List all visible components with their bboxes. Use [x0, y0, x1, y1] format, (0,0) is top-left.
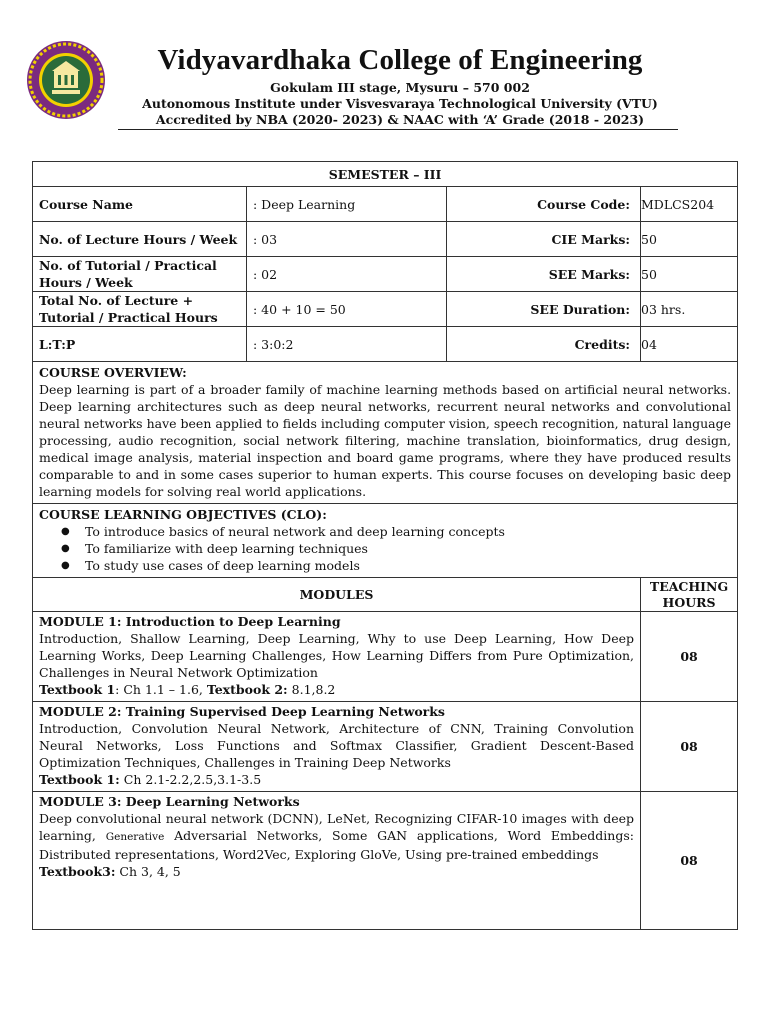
info-label: L:T:P [33, 327, 247, 362]
info-value: : 03 [247, 222, 447, 257]
info-label-2: SEE Marks: [447, 257, 641, 292]
textbook-label: Textbook 1 [39, 682, 116, 697]
textbook-ref: : Ch 1.1 – 1.6, [115, 682, 203, 697]
module-row [33, 792, 738, 930]
module-cell [33, 702, 641, 792]
course-objectives [33, 504, 738, 578]
info-row [33, 187, 738, 222]
info-value-2: 50 [641, 222, 738, 257]
course-overview [33, 362, 738, 504]
college-name: Vidyavardhaka College of Engineering [157, 44, 643, 76]
list-item: ● To introduce basics of neural network and deep learning concepts [61, 523, 731, 540]
info-value-2: MDLCS204 [641, 187, 738, 222]
module-hours: 08 [641, 702, 738, 792]
info-value: : 3:0:2 [247, 327, 447, 362]
module-row [33, 702, 738, 792]
module-content: Introduction, Convolution Neural Network, Architecture of CNN, Training Convolution Neural Networks, Loss Functions and Softmax Classifier, Gradient Descent-Based Optimization Techniques, Challenges in Training Deep Networks [39, 721, 634, 770]
autonomy-line: Autonomous Institute under Visvesvaraya Technological University (VTU) [142, 96, 658, 111]
textbook-ref: 8.1,8.2 [291, 682, 336, 697]
overview-text: Deep learning is part of a broader family of machine learning methods based on artificial neural networks. Deep learning architectures such as deep neural networks, recurrent neural networks and convolutional neural networks have been applied to fields including computer vision, speech recognition, natural language processing, audio recognition, social network filtering, machine translation, bioinformatics, drug design, medical image analysis, material inspection and board game programs, where they have produced results comparable to and in some cases superior to human experts. This course focuses on developing basic deep learning models for solving real world applications. [39, 382, 732, 499]
college-address: Gokulam III stage, Mysuru – 570 002 [270, 80, 530, 95]
info-value-2: 50 [641, 257, 738, 292]
info-row [33, 257, 738, 292]
module-title: MODULE 3: Deep Learning Networks [39, 794, 300, 809]
header-divider [118, 129, 678, 130]
module-content-part: Deep convolutional neural network (DCNN), LeNet, Recognizing CIFAR-10 images with deep learning, [39, 811, 634, 843]
module-row [33, 612, 738, 702]
info-row [33, 327, 738, 362]
module-title: MODULE 2: Training Supervised Deep Learning Networks [39, 704, 445, 719]
module-content [39, 810, 634, 863]
textbook-ref: Ch 2.1-2.2,2.5,3.1-3.5 [123, 772, 262, 787]
module-cell [33, 612, 641, 702]
info-label: Total No. of Lecture + Tutorial / Practical Hours [33, 292, 247, 327]
info-label-2: CIE Marks: [447, 222, 641, 257]
module-content-small: Generative [105, 831, 165, 843]
module-textbooks [39, 681, 634, 698]
textbook-label: Textbook 2: [206, 682, 288, 697]
overview-title: COURSE OVERVIEW: [39, 365, 187, 380]
textbook-label: Textbook3: [39, 864, 116, 879]
module-cell [33, 792, 641, 930]
info-label: No. of Tutorial / Practical Hours / Week [33, 257, 247, 292]
college-logo-icon [26, 40, 106, 120]
module-content: Introduction, Shallow Learning, Deep Learning, Why to use Deep Learning, How Deep Learning Works, Deep Learning Challenges, How Learning Differs from Pure Optimization, Challenges in Neural Network Optimization [39, 631, 634, 680]
textbook-label: Textbook 1: [39, 772, 120, 787]
info-value: : Deep Learning [247, 187, 447, 222]
modules-header: MODULES [33, 578, 641, 612]
document-header [0, 0, 768, 132]
info-row [33, 222, 738, 257]
module-content-part: Adversarial Networks, Some GAN applications, Word Embeddings: Distributed representations, Word2Vec, Exploring GloVe, Using pre-trained embeddings [39, 828, 634, 862]
textbook-ref: Ch 3, 4, 5 [119, 864, 181, 879]
info-label: Course Name [33, 187, 247, 222]
semester-title: SEMESTER – III [33, 162, 738, 187]
module-hours: 08 [641, 612, 738, 702]
syllabus-table [32, 161, 738, 930]
info-row [33, 292, 738, 327]
info-value-2: 04 [641, 327, 738, 362]
module-title: MODULE 1: Introduction to Deep Learning [39, 614, 341, 629]
accreditation-line: Accredited by NBA (2020- 2023) & NAAC with ‘A’ Grade (2018 - 2023) [155, 112, 645, 127]
info-label-2: Credits: [447, 327, 641, 362]
teaching-hours-header: TEACHING HOURS [641, 578, 738, 612]
info-value: : 40 + 10 = 50 [247, 292, 447, 327]
module-textbooks [39, 863, 634, 880]
objectives-list [61, 523, 731, 574]
list-item: ● To study use cases of deep learning models [61, 557, 731, 574]
info-label-2: SEE Duration: [447, 292, 641, 327]
module-hours: 08 [641, 792, 738, 930]
objectives-title: COURSE LEARNING OBJECTIVES (CLO): [39, 507, 327, 522]
module-textbooks [39, 771, 634, 788]
list-item: ● To familiarize with deep learning techniques [61, 540, 731, 557]
info-label-2: Course Code: [447, 187, 641, 222]
info-value-2: 03 hrs. [641, 292, 738, 327]
info-label: No. of Lecture Hours / Week [33, 222, 247, 257]
info-value: : 02 [247, 257, 447, 292]
